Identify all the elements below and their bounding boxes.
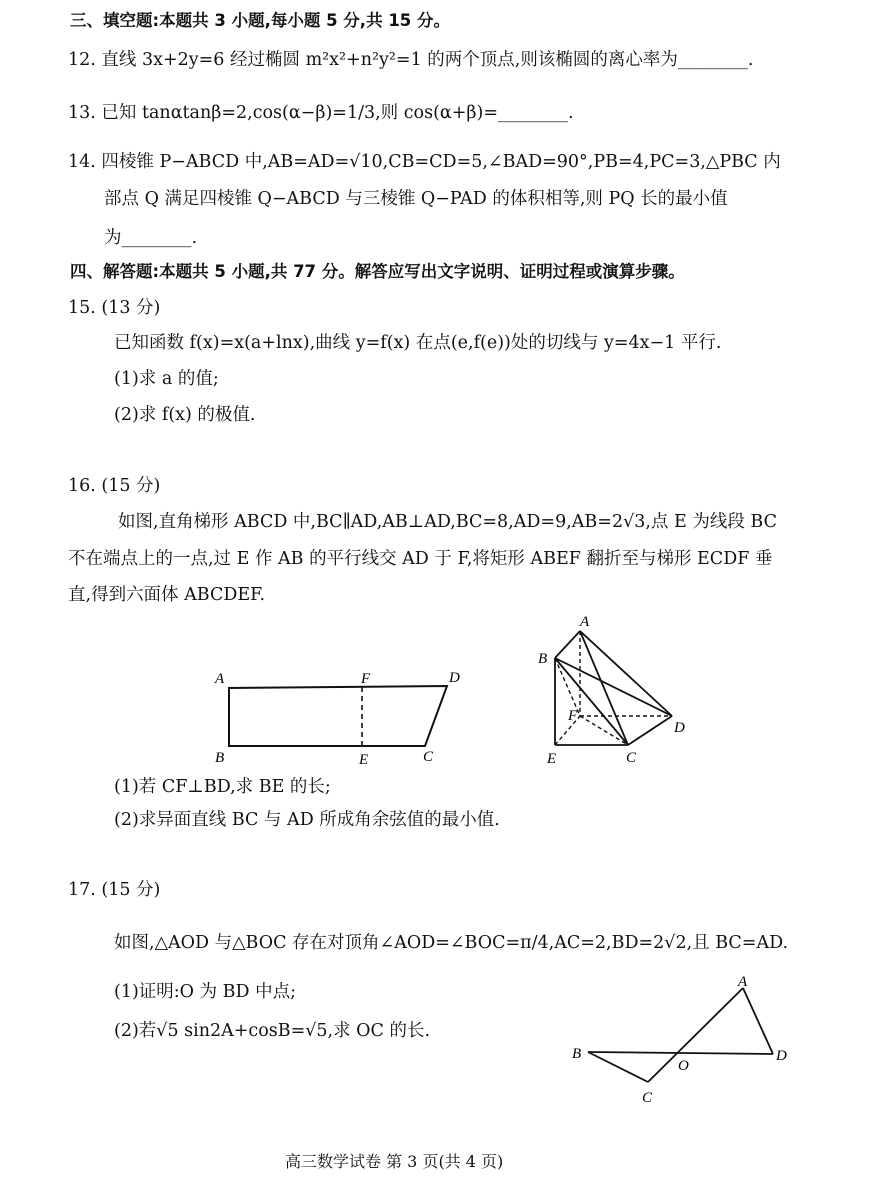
question-13: 13. 已知 tanαtanβ=2,cos(α−β)=1/3,则 cos(α+β)=________. <box>68 103 574 123</box>
label-A3d: A <box>580 614 590 630</box>
question-15-part1: (1)求 a 的值; <box>114 369 219 389</box>
question-16-part2: (2)求异面直线 BC 与 AD 所成角余弦值的最小值. <box>114 810 500 830</box>
label-D3d: D <box>674 720 685 736</box>
question-16-number: 16. (15 分) <box>68 476 161 496</box>
page-footer: 高三数学试卷 第 3 页(共 4 页) <box>285 1152 504 1171</box>
question-16-stem1: 如图,直角梯形 ABCD 中,BC∥AD,AB⊥AD,BC=8,AD=9,AB=2√3,点 E 为线段 BC <box>118 512 777 532</box>
label-F: F <box>361 671 371 687</box>
question-16-stem3: 直,得到六面体 ABCDEF. <box>68 585 266 605</box>
question-16-part1: (1)若 CF⊥BD,求 BE 的长; <box>114 777 331 797</box>
question-15-number: 15. (13 分) <box>68 298 161 318</box>
label-C: C <box>423 749 434 765</box>
question-14-line3: 为________. <box>104 228 198 248</box>
label-D: D <box>449 670 460 686</box>
question-15-part2: (2)求 f(x) 的极值. <box>114 405 256 425</box>
question-15-stem: 已知函数 f(x)=x(a+lnx),曲线 y=f(x) 在点(e,f(e))处的切线与 y=4x−1 平行. <box>114 333 722 353</box>
label-E: E <box>359 752 369 768</box>
label-D-17: D <box>776 1048 787 1064</box>
label-A-17: A <box>738 974 748 990</box>
question-17-number: 17. (15 分) <box>68 880 161 900</box>
question-17-stem: 如图,△AOD 与△BOC 存在对顶角∠AOD=∠BOC=π/4,AC=2,BD=2√2,且 BC=AD. <box>114 933 789 953</box>
vertical-angle-figure <box>568 972 798 1108</box>
label-C3d: C <box>626 750 637 766</box>
label-A: A <box>215 671 225 687</box>
label-B: B <box>215 750 225 766</box>
section4-heading: 四、解答题:本题共 5 小题,共 77 分。解答应写出文字说明、证明过程或演算步骤。 <box>70 262 685 281</box>
label-E3d: E <box>547 751 557 767</box>
question-14-line1: 14. 四棱锥 P−ABCD 中,AB=AD=√10,CB=CD=5,∠BAD=90°,PB=4,PC=3,△PBC 内 <box>68 152 781 172</box>
label-C-17: C <box>642 1090 653 1106</box>
section3-heading: 三、填空题:本题共 3 小题,每小题 5 分,共 15 分。 <box>70 11 451 30</box>
question-14-line2: 部点 Q 满足四棱锥 Q−ABCD 与三棱锥 Q−PAD 的体积相等,则 PQ 长的最小值 <box>104 189 728 209</box>
question-17-part2: (2)若√5 sin2A+cosB=√5,求 OC 的长. <box>114 1021 431 1041</box>
label-B-17: B <box>572 1046 582 1062</box>
question-16-stem2: 不在端点上的一点,过 E 作 AB 的平行线交 AD 于 F,将矩形 ABEF 翻折至与梯形 ECDF 垂 <box>68 549 773 569</box>
label-F3d: F <box>568 708 578 724</box>
question-12: 12. 直线 3x+2y=6 经过椭圆 m²x²+n²y²=1 的两个顶点,则该椭圆的离心率为________. <box>68 50 754 70</box>
label-O-17: O <box>678 1058 689 1074</box>
trapezoid-figure <box>205 664 475 774</box>
hexahedron-figure <box>530 608 700 768</box>
question-17-part1: (1)证明:O 为 BD 中点; <box>114 982 297 1002</box>
label-B3d: B <box>538 651 548 667</box>
